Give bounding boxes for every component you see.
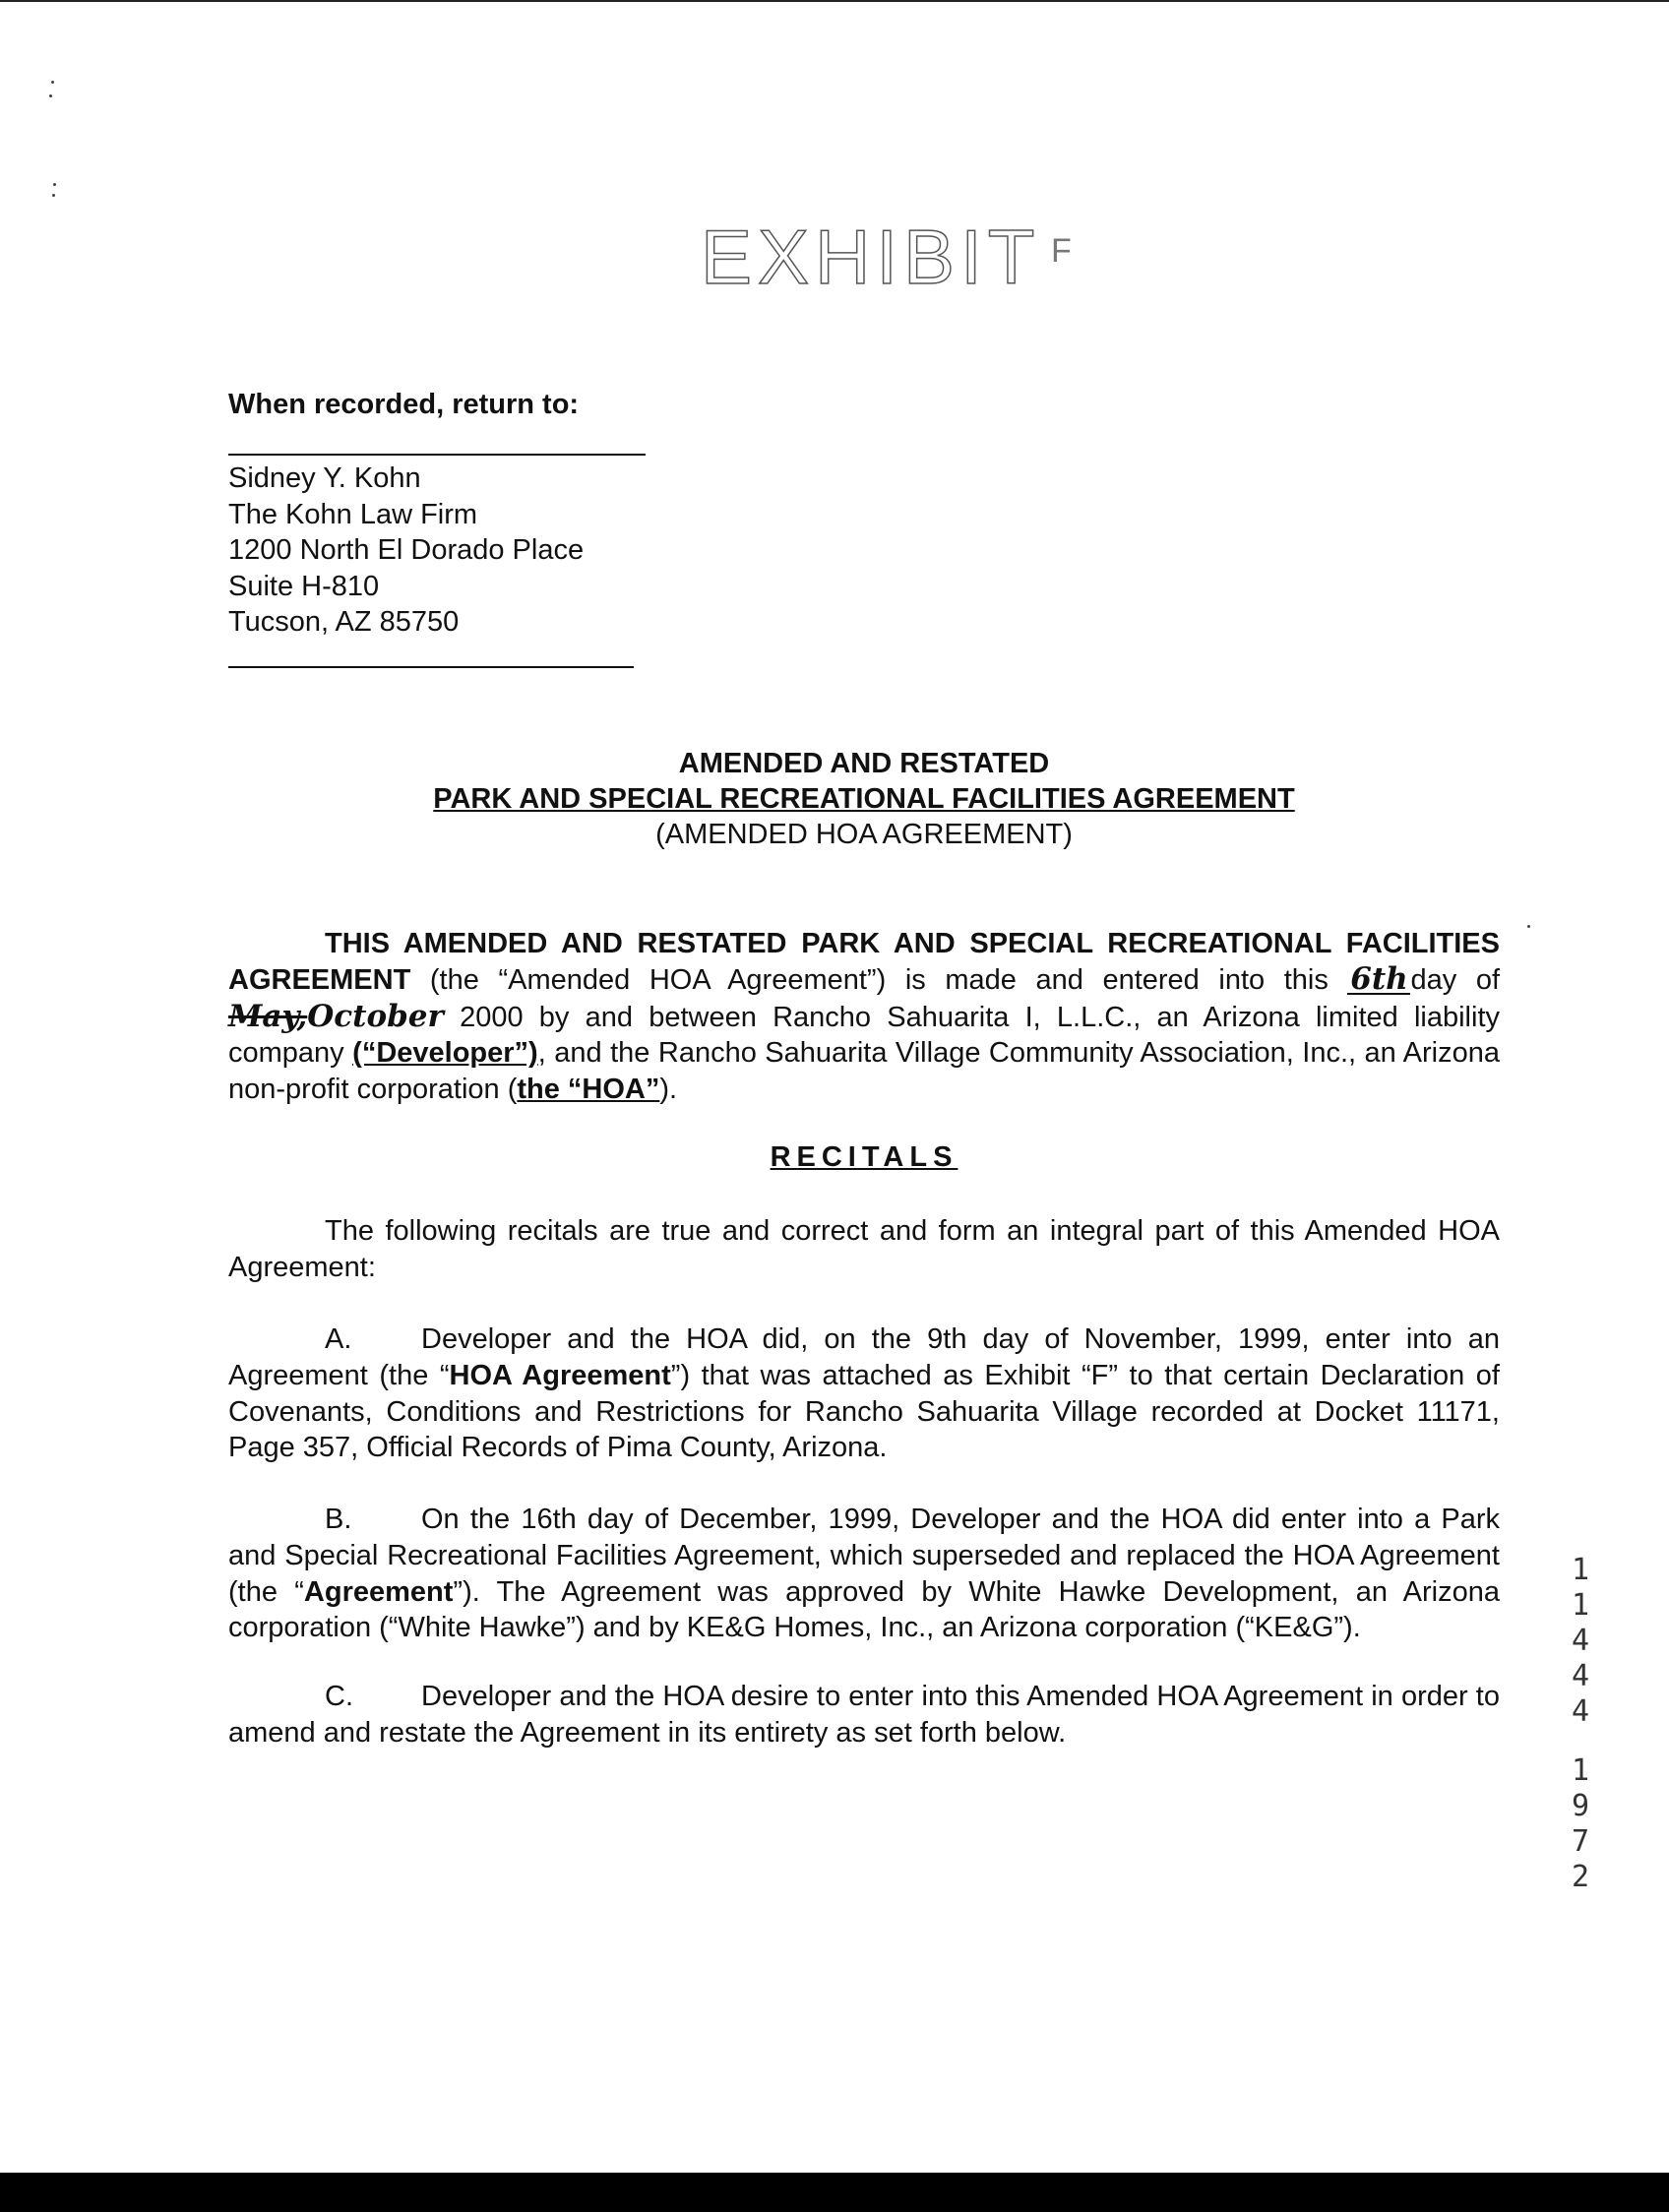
address-line-street: 1200 North El Dorado Place [228, 534, 585, 566]
intro-text-2: day of [1410, 963, 1500, 996]
recital-b: B. On the 16th day of December, 1999, Developer and the HOA did enter into a Park and Special Recreational Facilities Agreement, which superseded and replaced the HOA Agreement (the “Agreement”). The Agreement was approved by White Hawke Development, an Arizona corporation (“White Hawke”) and by KE&G Homes, Inc., an Arizona corporation (“KE&G”). [228, 1504, 1500, 1644]
title-line-3: (AMENDED HOA AGREEMENT) [655, 819, 1073, 850]
hoa-agreement-term: HOA Agreement [449, 1359, 671, 1391]
address-line-firm: The Kohn Law Firm [228, 498, 478, 530]
document-title [228, 746, 1500, 852]
address-line-city: Tucson, AZ 85750 [228, 606, 460, 638]
developer-defined-term: (“Developer”) [352, 1037, 538, 1070]
side-number-group-2: 1 9 7 2 [1571, 1753, 1590, 1894]
recital-c: C. Developer and the HOA desire to enter into this Amended HOA Agreement in order to amend and restate the Agreement in its entirety as set forth below. [228, 1681, 1500, 1749]
intro-text-1: (the “Amended HOA Agreement”) is made and entered into this [410, 963, 1348, 996]
address-line-suite: Suite H-810 [228, 570, 380, 602]
return-rule-bottom [228, 666, 634, 668]
intro-text-5: ). [659, 1074, 678, 1106]
return-address [228, 461, 584, 641]
intro-bold-lead: THIS AMENDED AND RESTATED PARK AND SPECIAL RECREATIONAL FACILITIES AGREEMENT [228, 928, 1500, 996]
recital-b-letter: B. [325, 1504, 352, 1535]
address-line-name: Sidney Y. Kohn [228, 462, 421, 494]
intro-text-4: , and the Rancho Sahuarita Village Community Association, Inc., an Arizona non-profit corporation ( [228, 1037, 1500, 1106]
intro-text-3: 2000 by and between Rancho Sahuarita I, L.L.C., an Arizona limited liability company [228, 1001, 1500, 1070]
handwritten-day: 6th [1347, 965, 1410, 995]
recital-c-letter: C. [325, 1681, 353, 1712]
recitals-intro: The following recitals are true and correct and form an integral part of this Amended HOA Agreement: [228, 1215, 1500, 1283]
struck-month: May, [228, 998, 308, 1034]
scan-edge-bottom [0, 2173, 1669, 2212]
return-rule-top [228, 454, 646, 456]
recitals-heading: RECITALS [770, 1141, 958, 1173]
recital-a-letter: A. [325, 1323, 352, 1355]
handwritten-month: October [307, 998, 444, 1034]
title-line-1: AMENDED AND RESTATED [678, 748, 1050, 779]
exhibit-stamp: EXHIBIT [701, 214, 1041, 300]
return-to-heading: When recorded, return to: [228, 389, 580, 420]
side-number-group-1: 1 1 4 4 4 [1571, 1553, 1590, 1729]
hoa-defined-term: the “HOA” [517, 1074, 660, 1106]
agreement-term: Agreement [303, 1575, 454, 1608]
exhibit-stamp-mark: F [1051, 232, 1072, 270]
recital-a: A. Developer and the HOA did, on the 9th day of November, 1999, enter into an Agreement (the “HOA Agreement”) that was attached as Exhibit “F” to that certain Declaration of Covenants, Conditions and Restrictions for Rancho Sahuarita Village recorded at Docket 11171, Page 357, Official Records of Pima County, Arizona. [228, 1323, 1500, 1464]
title-line-2: PARK AND SPECIAL RECREATIONAL FACILITIES AGREEMENT [433, 783, 1295, 815]
scan-edge-top [0, 0, 1669, 2]
intro-paragraph [228, 926, 1500, 1108]
